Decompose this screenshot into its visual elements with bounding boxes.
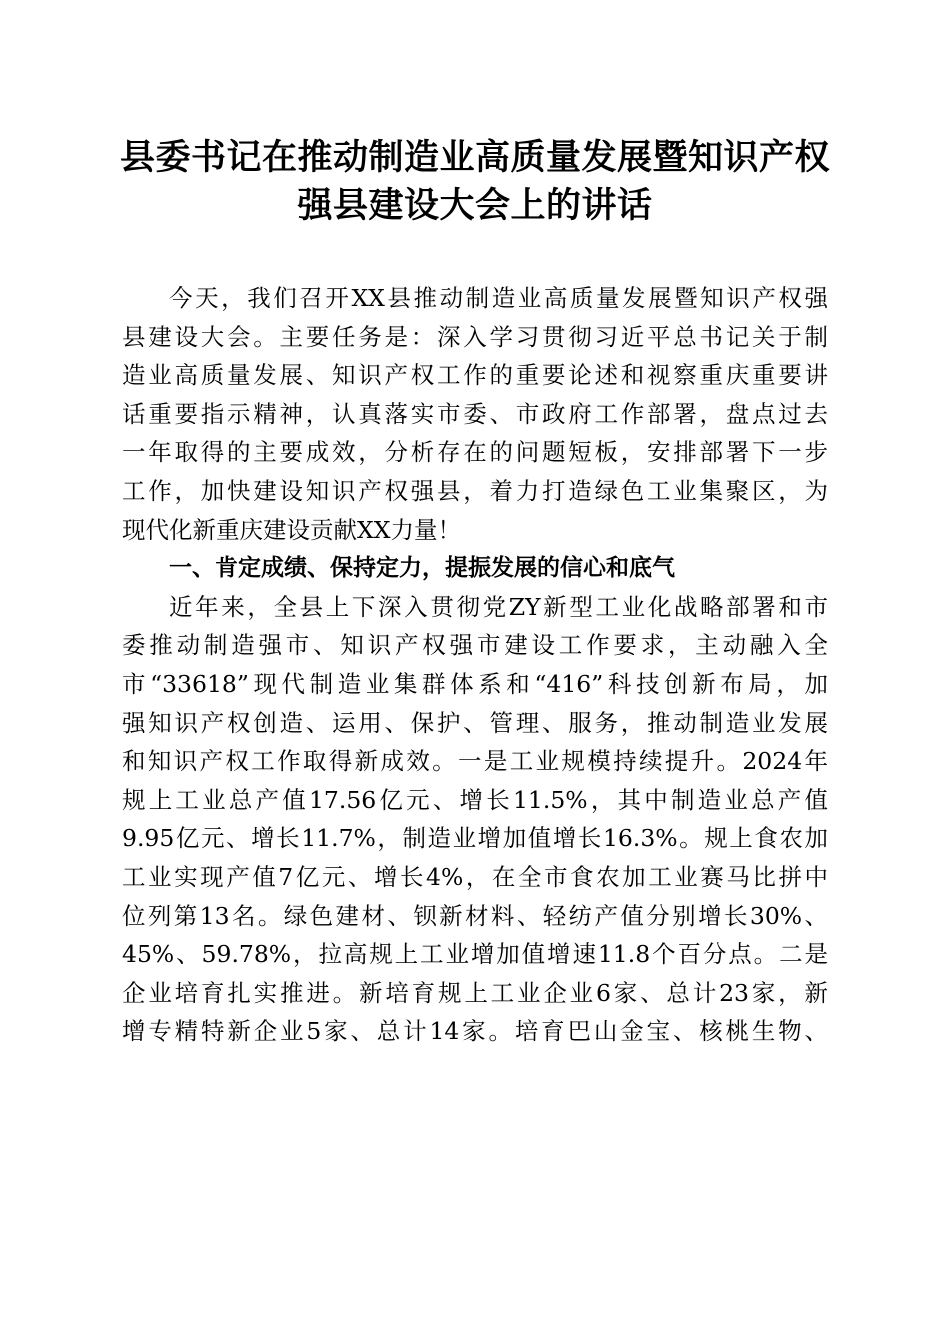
section-line-12: 增专精特新企业5家、总计14家。培育巴山金宝、核桃生物、 [122, 1017, 828, 1046]
section-line-8: 工业实现产值7亿元、增长4%，在全市食农加工业赛马比拼中 [122, 862, 828, 891]
document-body [122, 279, 828, 1051]
intro-line-3: 造业高质量发展、知识产权工作的重要论述和视察重庆重要讲 [122, 361, 828, 390]
section-line-4: 强知识产权创造、运用、保护、管理、服务，推动制造业发展 [122, 708, 828, 737]
section-line-5: 和知识产权工作取得新成效。一是工业规模持续提升。2024年 [122, 747, 828, 776]
section-line-3: 市“33618”现代制造业集群体系和“416”科技创新布局，加 [122, 669, 828, 698]
intro-line-2: 县建设大会。主要任务是：深入学习贯彻习近平总书记关于制 [122, 322, 828, 351]
title-line-1: 县委书记在推动制造业高质量发展暨知识产权 [119, 137, 830, 178]
section-line-1: 近年来，全县上下深入贯彻党ZY新型工业化战略部署和市 [169, 592, 828, 621]
section-line-6: 规上工业总产值17.56亿元、增长11.5%，其中制造业总产值 [122, 785, 828, 814]
intro-line-6: 工作，加快建设知识产权强县，着力打造绿色工业集聚区，为 [122, 476, 828, 505]
intro-line-1: 今天，我们召开XX县推动制造业高质量发展暨知识产权强 [169, 284, 828, 312]
document-title [100, 134, 850, 230]
section-line-10: 45%、59.78%，拉高规上工业增加值增速11.8个百分点。二是 [122, 940, 828, 969]
section-paragraph [122, 588, 828, 1051]
section-line-2: 委推动制造强市、知识产权强市建设工作要求，主动融入全 [122, 631, 828, 660]
title-line-2: 强县建设大会上的讲话 [297, 185, 653, 226]
intro-line-7: 现代化新重庆建设贡献XX力量！ [122, 515, 461, 544]
section-line-9: 位列第13名。绿色建材、钡新材料、轻纺产值分别增长30%、 [122, 901, 828, 930]
intro-line-5: 一年取得的主要成效，分析存在的问题短板，安排部署下一步 [122, 438, 828, 467]
intro-line-4: 话重要指示精神，认真落实市委、市政府工作部署，盘点过去 [122, 399, 828, 428]
intro-paragraph [122, 279, 828, 549]
section-line-11: 企业培育扎实推进。新培育规上工业企业6家、总计23家，新 [122, 978, 828, 1007]
section-line-7: 9.95亿元、增长11.7%，制造业增加值增长16.3%。规上食农加 [122, 824, 828, 853]
section-heading: 一、肯定成绩、保持定力，提振发展的信心和底气 [169, 555, 675, 582]
